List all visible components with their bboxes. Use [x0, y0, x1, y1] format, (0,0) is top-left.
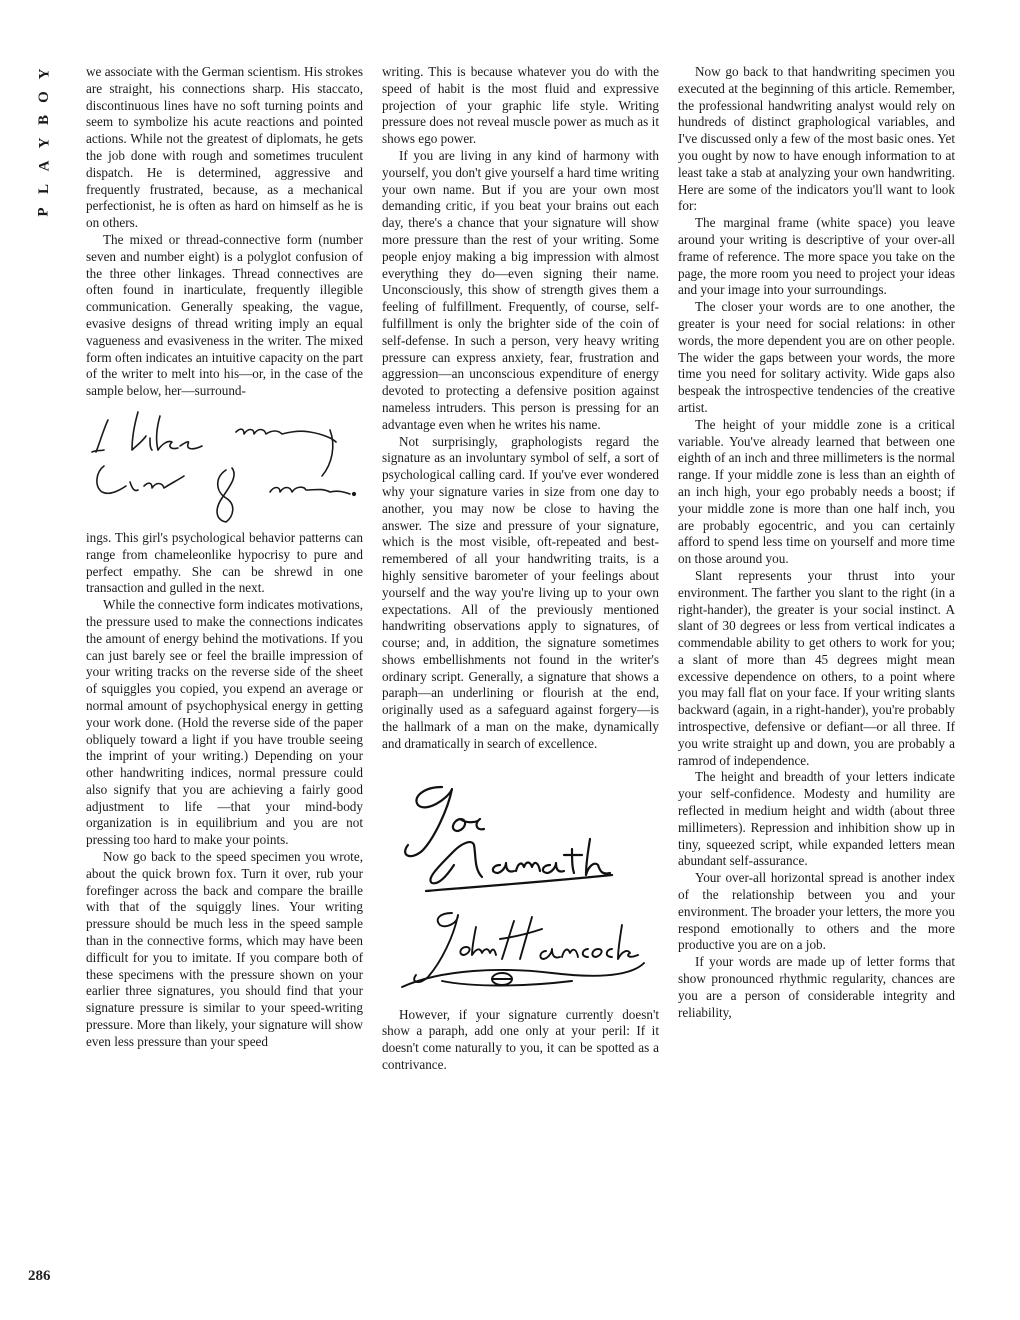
article-column-1 [86, 64, 363, 1051]
paragraph: However, if your signature currently doesn't show a paraph, add one only at your peril: If it doesn't come naturally to you, it can be spotted as a contrivance. [382, 1006, 659, 1073]
article-column-3 [678, 64, 955, 1021]
paragraph: The marginal frame (white space) you leave around your writing is descriptive of your over-all frame of reference. The more space you take on the page, the more room you need to project your ideas and your image into your surroundings. [678, 215, 955, 298]
paragraph: ings. This girl's psychological behavior patterns can range from chameleonlike hypocrisy to pure and perfect empathy. She can be shrewd in one transaction and gulled in the next. [86, 529, 363, 596]
paragraph: If you are living in any kind of harmony with yourself, you don't give yourself a hard time writing your own name. But if you are your own most demanding critic, if you beat your brains out each day, there's a chance that your signature will show more pressure than the rest of your writing. Some people enjoy making a big impression with almost everything they do—even signing their name. Unconsciously, this show of strength gives them a feeling of fulfillment. Frequently, of course, self-fulfillment is only the brighter side of the coin of self-defense. In such a person, very heavy writing pressure can express anxiety, fear, frustration and aggression—an unconscious expenditure of energy devoted to protecting a defensive position against nameless intruders. This person is pressing for an advantage even when he writes his name. [382, 147, 659, 432]
paragraph: The height and breadth of your letters indicate your self-confidence. Modesty and humility are reflected in medium height and width (about three millimeters). Repression and inhibition show up in tiny, squeezed script, while expanded letters mean abundant self-assurance. [678, 769, 955, 869]
article-column-2 [382, 64, 659, 1074]
signature-namath-svg [382, 779, 659, 897]
masthead-letter: Y [36, 137, 52, 149]
paragraph: Now go back to that handwriting specimen you executed at the beginning of this article. Remember, the professional handwriting analyst would rely on hundreds of distinct graphological variables, and I've discussed only a few of the most basic ones. Yet you ought by now to have enough information to at least take a stab at analyzing your own handwriting. Here are some of the indicators you'll want to look for: [678, 64, 955, 214]
magazine-masthead [28, 64, 60, 222]
paragraph: While the connective form indicates motivations, the pressure used to make the connections indicates the amount of energy behind the motivations. If you can just barely see or feel the braille impression of your writing tracks on the reverse side of the sheet of squiggles you copied, you expend an average or normal amount of psychophysical energy in getting your work done. (Hold the reverse side of the paper obliquely toward a light if you have trouble seeing the imprint of your writing.) Depending on your other handwriting indices, normal pressure could also signify that you are achieving a fairly good adjustment to life —that your mind-body organization is in equilibrium and you are not pressing too hard to make your points. [86, 597, 364, 848]
signature-joe-namath-image [382, 779, 659, 897]
paragraph: we associate with the German scientism. His strokes are straight, his connections sharp. His staccato, discontinuous lines have no soft turning points and seem to symbolize his acute reactions and pointed actions. While not the greatest of diplomats, he gets the job done with rough and sometimes truculent dispatch. He is determined, aggressive and frequently frustrated, because, as a mechanical perfectionist, he is often as hard on himself as he is on others. [86, 64, 363, 231]
masthead-letter: P [35, 207, 52, 217]
signature-hancock-svg [382, 903, 659, 999]
paragraph: Your over-all horizontal spread is another index of the relationship between you and your environment. The broader your letters, the more you respond emotionally to others and the more productive you are on a job. [678, 870, 955, 953]
paragraph: writing. This is because whatever you do with the speed of habit is the most fluid and expressive projection of your graphic life style. Writing pressure does not reveal muscle power as much as it shows ego power. [382, 64, 659, 147]
masthead-letter: A [36, 160, 52, 172]
paragraph: If your words are made up of letter forms that show pronounced rhythmic regularity, chances are you are a person of considerable integrity and reliability, [678, 954, 955, 1020]
masthead-letter: L [35, 183, 52, 195]
paragraph: Not surprisingly, graphologists regard the signature as an involuntary symbol of self, a sort of psychological calling card. If you've ever wondered why your signature varies in size from one day to another, you may now be close to having the answer. The size and pressure of your signature, which is the most visible, oft-repeated and best-remembered of all your handwriting traits, is a highly sensitive barometer of your feelings about yourself and the way you're living up to your own expectations. All of the previously mentioned handwriting observations apply to signatures, of course; and, in addition, the signature sometimes shows embellishments not found in the writer's ordinary script. Generally, a signature that shows a paraph—an underlining or flourish at the end, originally used as a safeguard against forgery—is the hallmark of a man on the make, dynamically and dramatically in search of excellence. [382, 433, 659, 751]
masthead-letter: B [35, 114, 52, 126]
paragraph: The height of your middle zone is a critical variable. You've already learned that between one eighth of an inch and three millimeters is the normal range. If your middle zone is less than an eighth of an inch high, your ego probably needs a boost; if your middle zone is more than one half inch, you are probably egocentric, and you can certainly afford to spend less time on yourself and more time on those around you. [678, 416, 955, 567]
paragraph: The mixed or thread-connective form (number seven and number eight) is a polyglot confusion of the three other linkages. Thread connectives are often found in inarticulate, frequently illegible communication. Generally speaking, the vague, evasive designs of thread writing imply an equal vagueness and evasiveness in the writer. The mixed form often indicates an intuitive capacity on the part of the writer to melt into his—or, in the case of the sample below, her—surround- [86, 231, 363, 399]
paragraph: The closer your words are to one another, the greater is your need for social relations: in other words, the more dependent you are on other people. The wider the gaps between your words, the more time you need for solitary activity. Wide gaps also bespeak the introspective tendencies of the creative artist. [678, 299, 955, 415]
paragraph: Now go back to the speed specimen you wrote, about the quick brown fox. Turn it over, rub your forefinger across the back and compare the braille with that of the squiggly lines. Your writing pressure should be much less in the speed sample than in the connective forms, which may have been difficult for you to imitate. If you compare both of these specimens with the pressure shown on your earlier three signatures, you should find that your signature pressure is similar to your speed-writing pressure. More than likely, your signature will show even less pressure than your speed [86, 849, 363, 1049]
masthead-letter: Y [36, 68, 52, 80]
handwriting-sample-image [86, 406, 363, 524]
page-number: 286 [28, 1268, 51, 1284]
handwriting-sample-svg [86, 406, 363, 524]
masthead-letter: O [35, 91, 52, 103]
signature-john-hancock-image [382, 903, 659, 999]
paragraph: Slant represents your thrust into your environment. The farther you slant to the right (in a right-hander), the greater is your social instinct. A slant of 30 degrees or less from vertical indicates a commendable ability to get others to work for you; a slant of more than 45 degrees might mean excessive dependence on others, to a point where you may fall flat on your face. If your writing slants backward (again, in a right-hander), you're probably introspective, defensive or defiant—or all three. If you write straight up and down, you are probably a ramrod of independence. [678, 567, 955, 768]
